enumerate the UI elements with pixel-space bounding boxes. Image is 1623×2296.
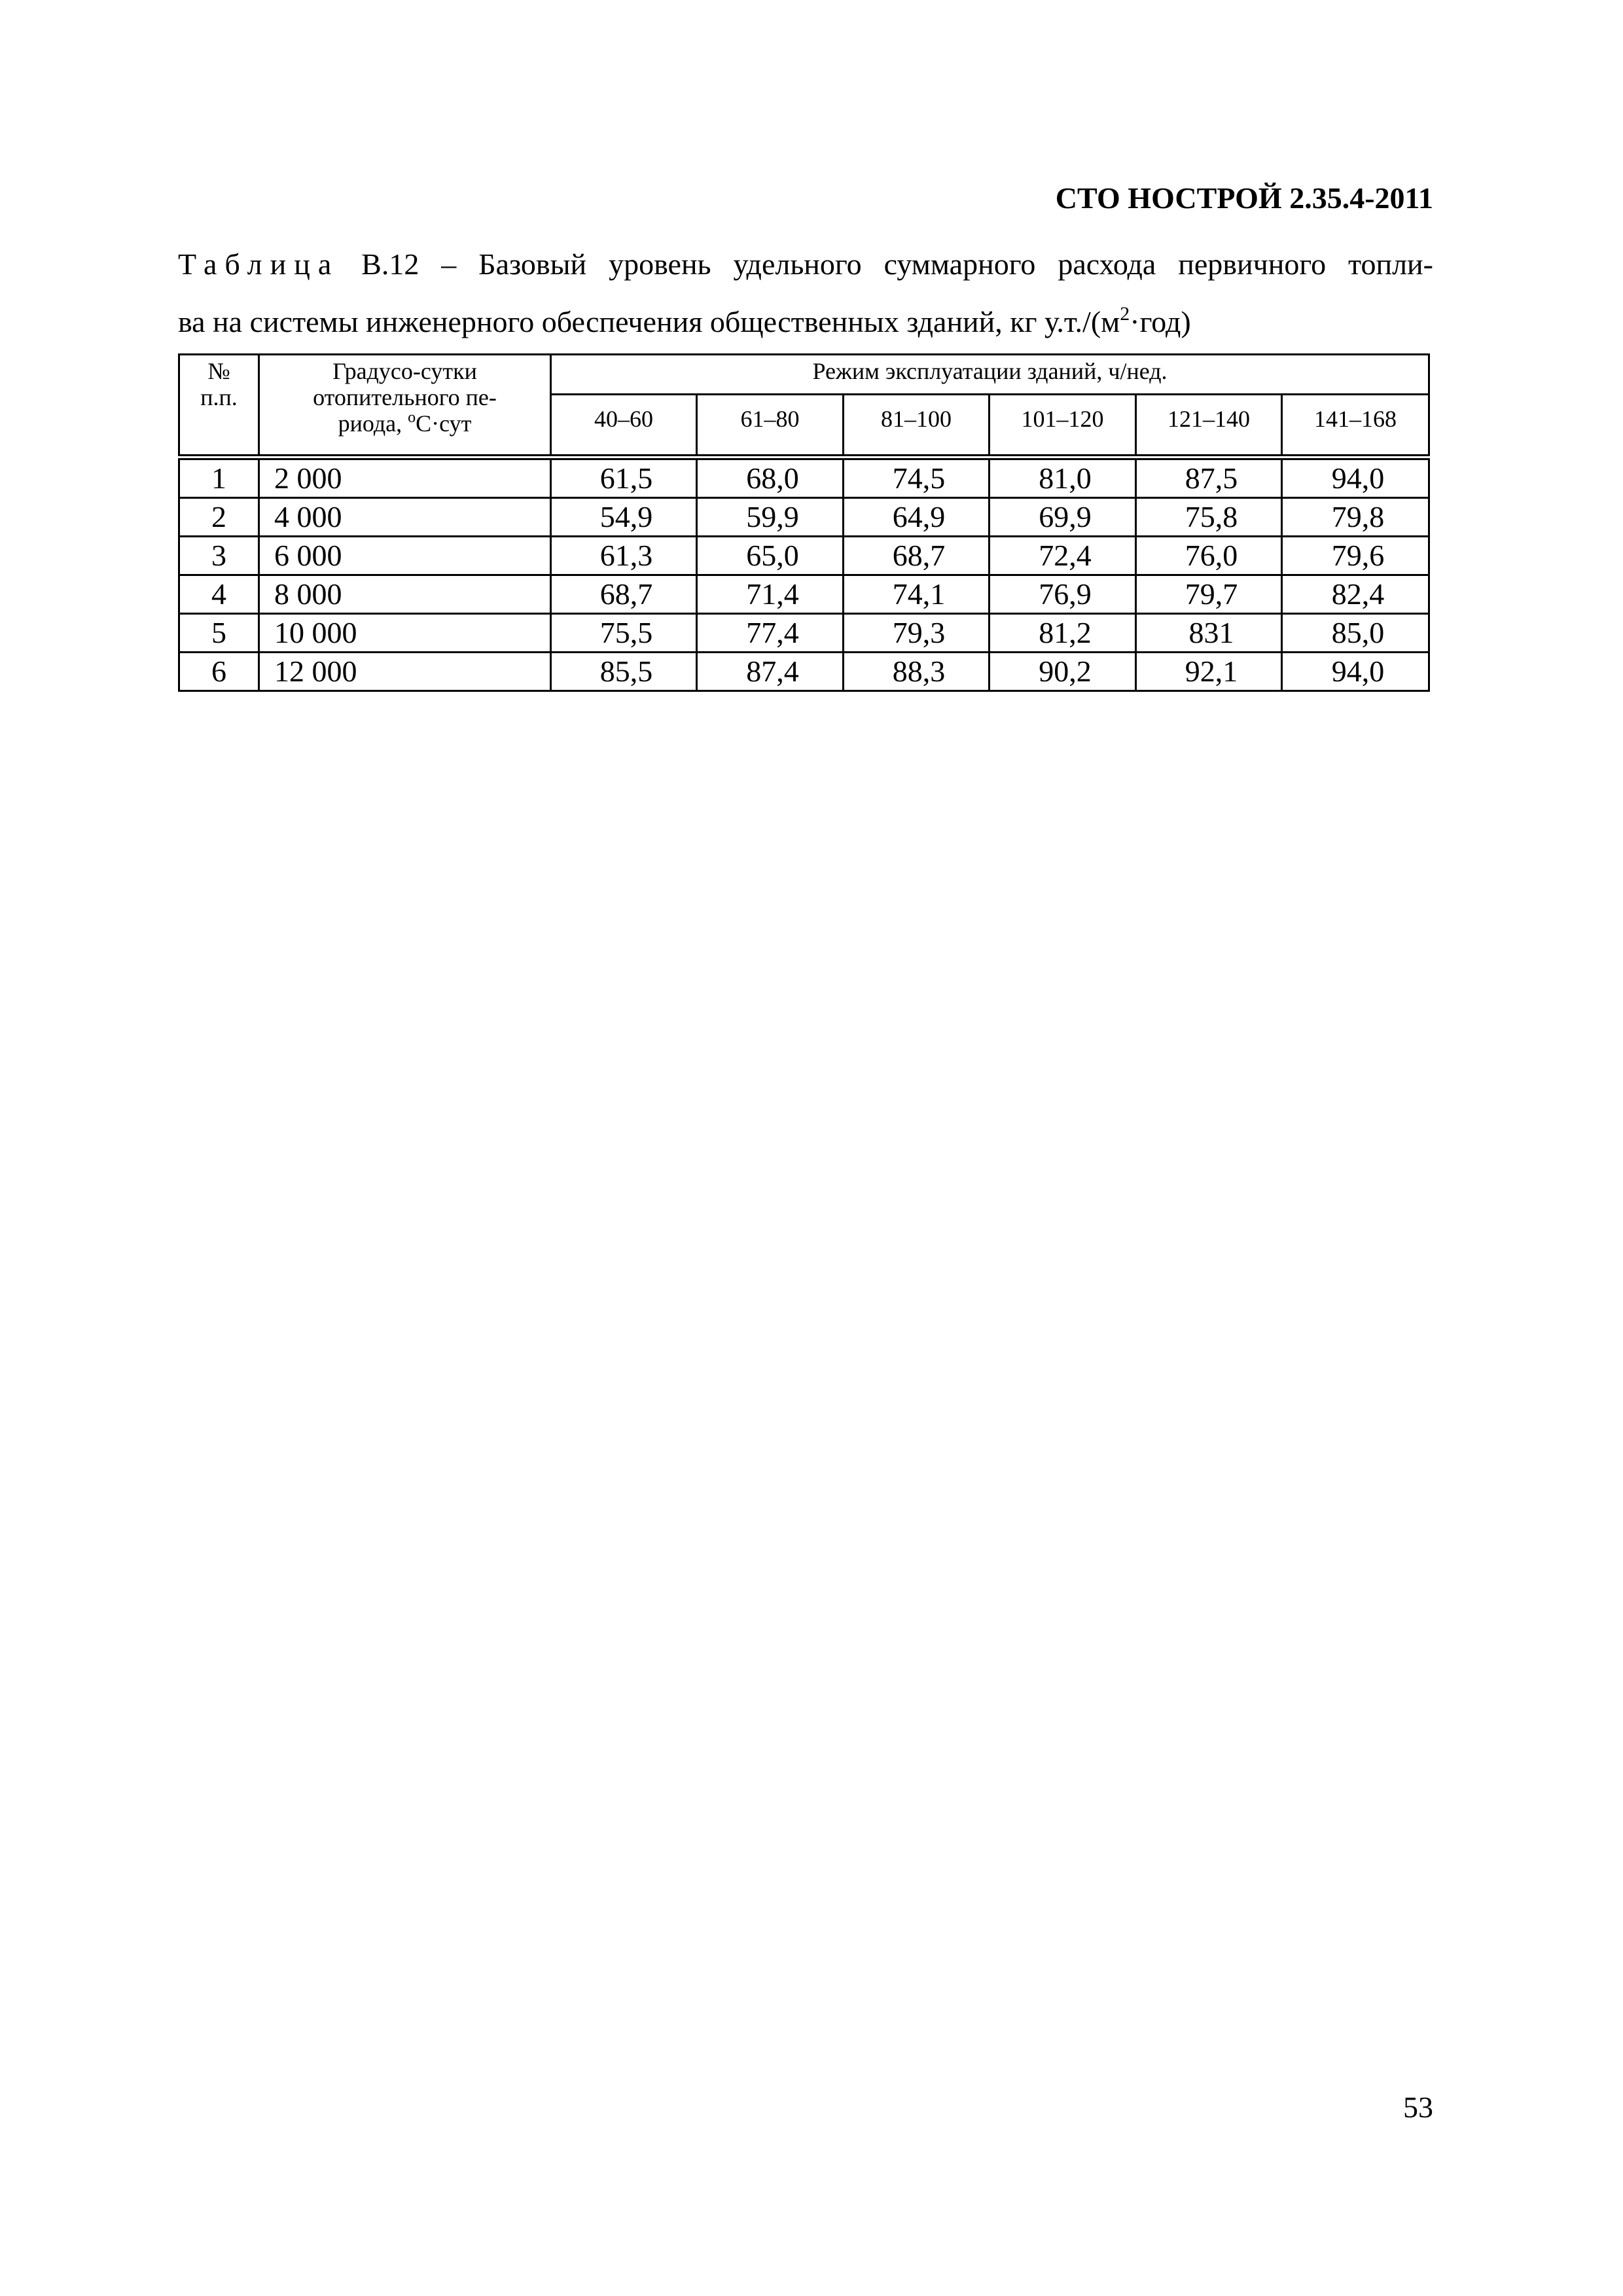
value-cell: 74,1	[844, 575, 990, 614]
table-row	[179, 457, 1429, 498]
value-cell: 59,9	[697, 498, 844, 537]
value-cell: 81,2	[990, 614, 1136, 653]
header-number-abbr: п.п.	[200, 384, 238, 410]
subheader-141-168: 141–168	[1282, 395, 1429, 457]
value-cell: 77,4	[697, 614, 844, 653]
degree-days-cell: 2 000	[259, 457, 551, 498]
table-row	[179, 614, 1429, 653]
row-number-cell: 4	[179, 575, 259, 614]
degree-days-cell: 12 000	[259, 653, 551, 691]
row-number-cell: 5	[179, 614, 259, 653]
value-cell: 85,0	[1282, 614, 1429, 653]
row-number-cell: 3	[179, 537, 259, 575]
value-cell: 88,3	[844, 653, 990, 691]
subheader-61-80: 61–80	[697, 395, 844, 457]
degree-days-cell: 4 000	[259, 498, 551, 537]
caption-line-1	[178, 236, 1433, 293]
table-row	[179, 537, 1429, 575]
value-cell: 68,0	[697, 457, 844, 498]
subheader-121-140: 121–140	[1136, 395, 1282, 457]
value-cell: 72,4	[990, 537, 1136, 575]
value-cell: 76,9	[990, 575, 1136, 614]
value-cell: 81,0	[990, 457, 1136, 498]
header-degree-days-unit: С·сут	[416, 410, 472, 437]
table-caption	[178, 236, 1433, 351]
degree-days-cell: 6 000	[259, 537, 551, 575]
value-cell: 87,5	[1136, 457, 1282, 498]
table-container	[178, 353, 1430, 692]
caption-table-word: Таблица	[178, 247, 340, 281]
row-number-cell: 6	[179, 653, 259, 691]
header-row-number	[179, 355, 259, 457]
value-cell: 68,7	[551, 575, 697, 614]
value-cell: 65,0	[697, 537, 844, 575]
header-degree-days-line-2: отопительного пе-	[313, 384, 497, 410]
page-number: 53	[1403, 2090, 1433, 2124]
caption-line-2	[178, 293, 1433, 351]
caption-unit-superscript: 2	[1120, 303, 1130, 325]
value-cell: 71,4	[697, 575, 844, 614]
header-degree-days-line-3	[260, 410, 550, 437]
value-cell: 74,5	[844, 457, 990, 498]
value-cell: 79,6	[1282, 537, 1429, 575]
degree-days-cell: 8 000	[259, 575, 551, 614]
table-row	[179, 653, 1429, 691]
value-cell: 69,9	[990, 498, 1136, 537]
value-cell: 79,3	[844, 614, 990, 653]
header-number-sign: №	[207, 358, 230, 384]
degree-days-cell: 10 000	[259, 614, 551, 653]
value-cell: 94,0	[1282, 457, 1429, 498]
row-number-cell: 2	[179, 498, 259, 537]
header-degree-days	[259, 355, 551, 457]
value-cell: 82,4	[1282, 575, 1429, 614]
value-cell: 90,2	[990, 653, 1136, 691]
subheader-81-100: 81–100	[844, 395, 990, 457]
value-cell: 79,8	[1282, 498, 1429, 537]
subheader-101-120: 101–120	[990, 395, 1136, 457]
caption-line-2-text: ва на системы инженерного обеспечения общественных зданий, кг у.т./(м	[178, 305, 1120, 338]
table-header	[179, 355, 1429, 457]
value-cell: 61,3	[551, 537, 697, 575]
subheader-40-60: 40–60	[551, 395, 697, 457]
table-body	[179, 457, 1429, 691]
value-cell: 68,7	[844, 537, 990, 575]
value-cell: 75,8	[1136, 498, 1282, 537]
degree-superscript: о	[408, 409, 416, 426]
caption-line-2-end: ·год)	[1130, 305, 1191, 338]
header-degree-days-line-1: Градусо-сутки	[332, 358, 477, 384]
header-operation-mode: Режим эксплуатации зданий, ч/нед.	[551, 355, 1429, 395]
table-row	[179, 498, 1429, 537]
table-row	[179, 575, 1429, 614]
value-cell: 61,5	[551, 457, 697, 498]
value-cell: 87,4	[697, 653, 844, 691]
data-table	[178, 353, 1430, 692]
value-cell: 76,0	[1136, 537, 1282, 575]
value-cell: 831	[1136, 614, 1282, 653]
value-cell: 92,1	[1136, 653, 1282, 691]
value-cell: 75,5	[551, 614, 697, 653]
caption-line-1-text: В.12 – Базовый уровень удельного суммарного расхода первичного топли-	[361, 247, 1433, 281]
document-code: СТО НОСТРОЙ 2.35.4-2011	[1055, 181, 1433, 215]
value-cell: 79,7	[1136, 575, 1282, 614]
value-cell: 85,5	[551, 653, 697, 691]
value-cell: 64,9	[844, 498, 990, 537]
value-cell: 54,9	[551, 498, 697, 537]
header-degree-days-prefix: риода,	[338, 410, 408, 437]
row-number-cell: 1	[179, 457, 259, 498]
value-cell: 94,0	[1282, 653, 1429, 691]
